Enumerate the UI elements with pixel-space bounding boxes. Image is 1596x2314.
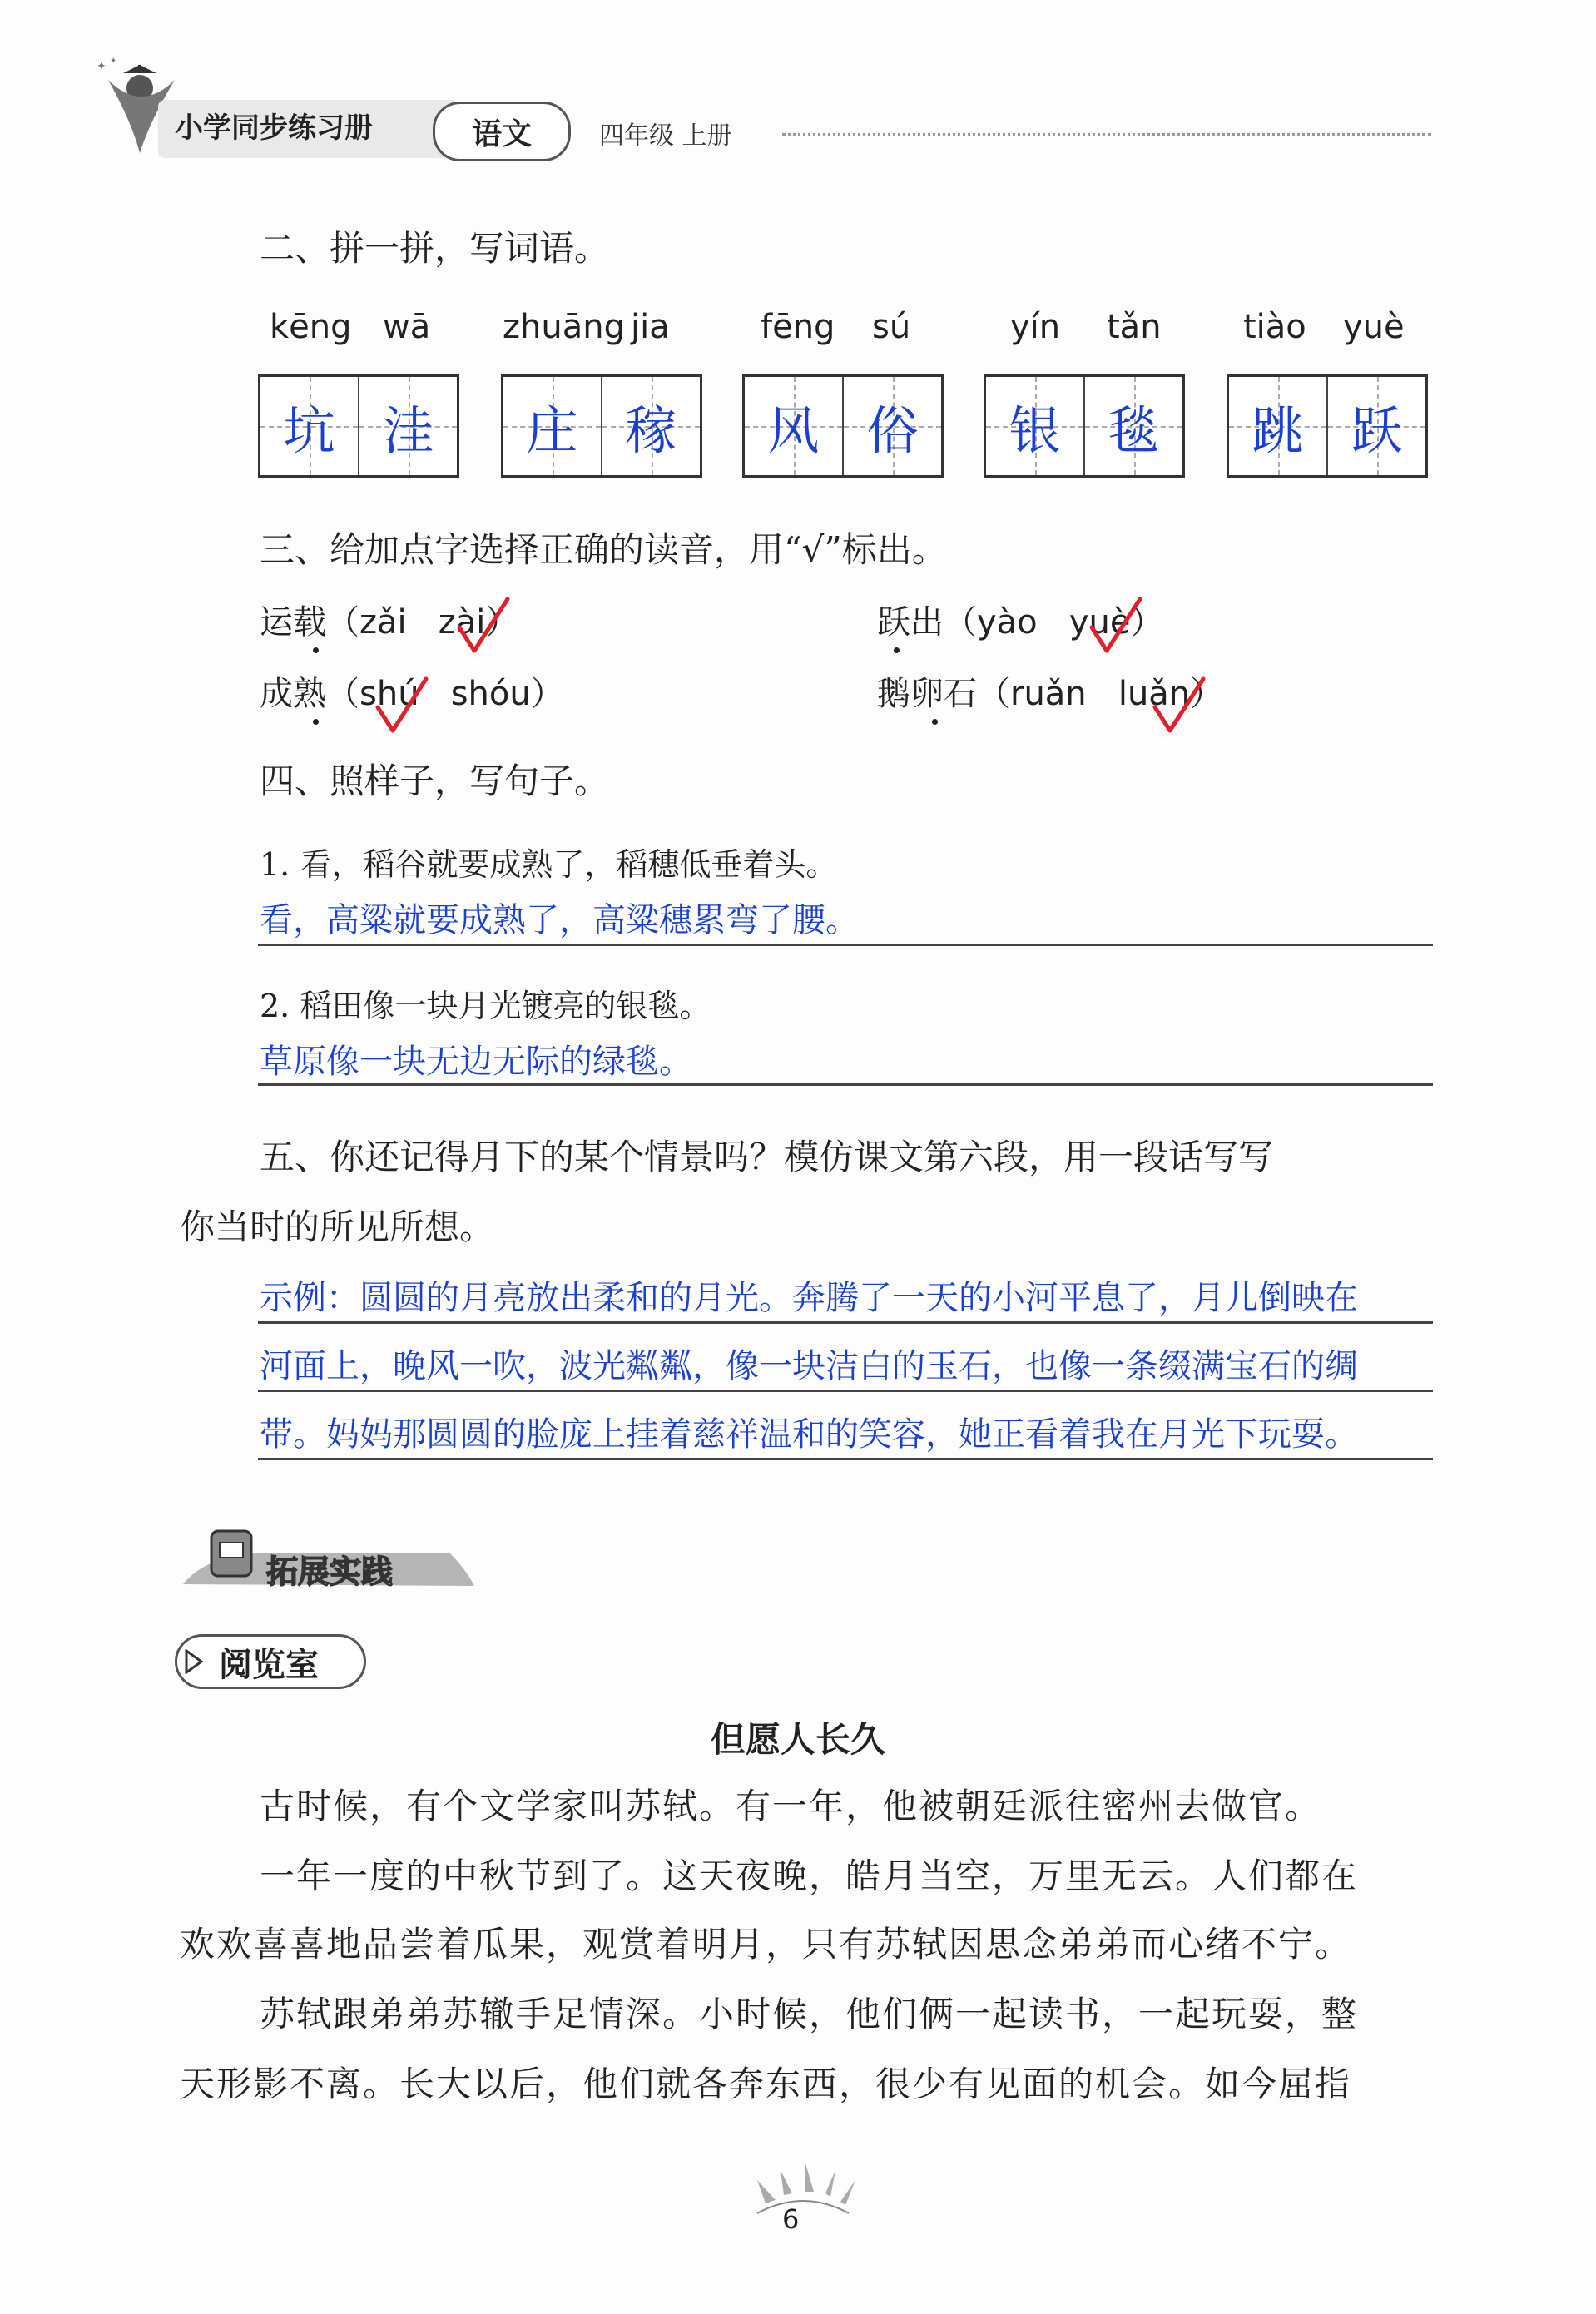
answer-line — [258, 1390, 1433, 1392]
story-title: 但愿人长久 — [710, 1719, 885, 1760]
subject-tag: 语文 — [433, 102, 571, 161]
choice-word: 成熟 — [260, 675, 326, 713]
answer-line — [258, 1458, 1433, 1460]
answer-char: 稼 — [625, 399, 677, 461]
pinyin: wā — [383, 308, 431, 346]
checkmark-icon — [1088, 596, 1143, 656]
section3-title: 三、给加点字选择正确的读音，用“√”标出。 — [260, 529, 947, 570]
char-box[interactable] — [258, 374, 459, 478]
reading-room-tag: 阅览室 — [175, 1634, 366, 1689]
emphasis-dot — [313, 647, 319, 653]
choice-item: 成熟（shú shóu） — [260, 675, 564, 713]
answer-char: 跳 — [1252, 399, 1304, 461]
choice-item: 运载（zǎi zài） — [260, 603, 519, 642]
pinyin: kēng — [270, 308, 352, 346]
choice-word: 运载 — [260, 603, 326, 642]
paragraph-answer-line[interactable]: 河面上，晚风一吹，波光粼粼，像一块洁白的玉石，也像一条缀满宝石的绸 — [260, 1347, 1358, 1385]
option-1[interactable]: zǎi — [359, 603, 407, 642]
example-sentence: 1. 看，稻谷就要成熟了，稻穗低垂着头。 — [260, 846, 838, 883]
section5-title-cont: 你当时的所见所想。 — [180, 1207, 495, 1247]
paragraph-answer-line[interactable]: 示例：圆圆的月亮放出柔和的月光。奔腾了一天的小河平息了，月儿倒映在 — [260, 1279, 1358, 1317]
paragraph-answer-line[interactable]: 带。妈妈那圆圆的脸庞上挂着慈祥温和的笑容，她正看着我在月光下玩耍。 — [260, 1415, 1358, 1454]
char-box[interactable] — [1227, 374, 1428, 478]
choice-item: 鹅卵石（ruǎn luǎn） — [877, 675, 1224, 713]
choice-word: 跃出 — [877, 603, 944, 642]
story-paragraph: 苏轼跟弟弟苏辙手足情深。小时候，他们俩一起读书，一起玩耍，整 — [260, 1994, 1359, 2034]
answer-sentence[interactable]: 草原像一块无边无际的绿毯。 — [260, 1043, 692, 1081]
header-divider — [782, 133, 1431, 136]
example-sentence: 2. 稻田像一块月光镀亮的银毯。 — [260, 988, 711, 1024]
sunburst-ornament-icon — [732, 2155, 874, 2222]
practice-banner — [175, 1519, 474, 1594]
pinyin: zhuāng — [503, 308, 625, 346]
answer-char: 银 — [1009, 399, 1061, 461]
answer-line — [258, 944, 1433, 946]
answer-char: 洼 — [382, 399, 434, 461]
char-box[interactable] — [984, 374, 1185, 478]
story-paragraph-cont: 天形影不离。长大以后，他们就各奔东西，很少有见面的机会。如今屈指 — [180, 2064, 1352, 2104]
answer-line — [258, 1321, 1433, 1324]
option-1[interactable]: ruǎn — [1010, 675, 1087, 713]
answer-line — [258, 1083, 1433, 1086]
option-2[interactable]: yuè — [1068, 603, 1131, 642]
option-2[interactable]: shóu — [450, 675, 531, 713]
pinyin: yín — [1010, 308, 1061, 346]
section5-title: 五、你还记得月下的某个情景吗？模仿课文第六段，用一段话写写 — [260, 1137, 1274, 1177]
section2-title: 二、拼一拼，写词语。 — [260, 228, 610, 269]
answer-char: 毯 — [1108, 399, 1160, 461]
section4-title: 四、照样子，写句子。 — [260, 761, 610, 801]
option-2[interactable]: zài — [438, 603, 486, 642]
story-paragraph: 古时候，有个文学家叫苏轼。有一年，他被朝廷派往密州去做官。 — [260, 1786, 1322, 1826]
page-number: 6 — [782, 2203, 800, 2235]
pinyin: tǎn — [1107, 308, 1162, 346]
practice-banner-label: 拓展实践 — [266, 1553, 394, 1590]
pinyin: fēng — [761, 308, 835, 346]
emphasis-dot — [313, 719, 319, 725]
pinyin: sú — [872, 308, 911, 346]
emphasis-dot — [894, 647, 900, 653]
svg-text:✦: ✦ — [110, 57, 117, 66]
char-box[interactable] — [501, 374, 702, 478]
book-title: 小学同步练习册 — [175, 111, 373, 145]
answer-char: 俗 — [866, 399, 919, 461]
pinyin: tiào — [1243, 308, 1306, 346]
pinyin: jia — [631, 308, 670, 346]
option-2[interactable]: luǎn — [1118, 675, 1191, 713]
answer-sentence[interactable]: 看，高粱就要成熟了，高粱穗累弯了腰。 — [260, 901, 859, 939]
checkmark-icon — [1152, 676, 1207, 736]
svg-text:✦: ✦ — [97, 60, 107, 73]
checkmark-icon — [374, 676, 429, 736]
choice-item: 跃出（yào yuè） — [877, 603, 1164, 642]
answer-char: 风 — [767, 399, 820, 461]
pinyin: yuè — [1343, 308, 1405, 346]
answer-char: 庄 — [526, 399, 578, 461]
choice-word: 鹅卵石 — [877, 675, 977, 713]
story-paragraph-cont: 欢欢喜喜地品尝着瓜果，观赏着明月，只有苏轼因思念弟弟而心绪不宁。 — [180, 1924, 1352, 1965]
story-paragraph: 一年一度的中秋节到了。这天夜晚，皓月当空，万里无云。人们都在 — [260, 1856, 1359, 1896]
answer-char: 跃 — [1351, 399, 1403, 461]
checkmark-icon — [456, 596, 511, 656]
play-arrow-icon — [183, 1649, 203, 1674]
answer-char: 坑 — [283, 399, 335, 461]
option-1[interactable]: yào — [977, 603, 1038, 642]
emphasis-dot — [932, 719, 938, 725]
grade-label: 四年级 上册 — [599, 121, 732, 151]
option-1[interactable]: shú — [359, 675, 419, 713]
char-box[interactable] — [742, 374, 944, 478]
